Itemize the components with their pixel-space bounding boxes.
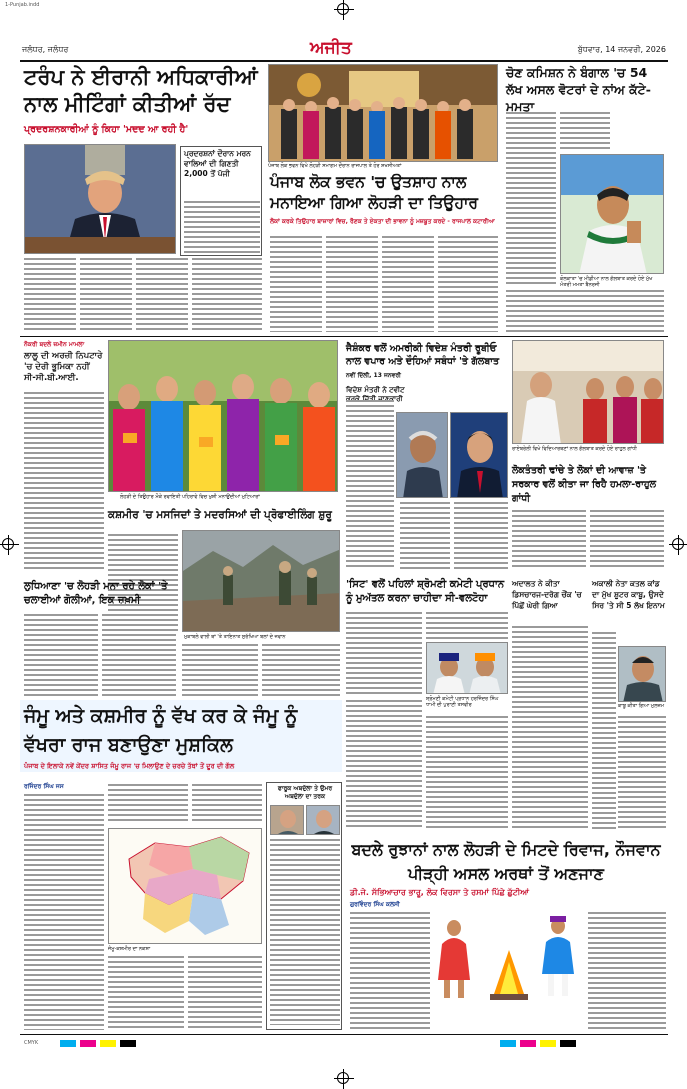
kashmir-caption: ਮੁਕਾਬਲੇ ਵਾਲੀ ਥਾਂ 'ਤੇ ਤਾਇਨਾਤ ਸੁਰੱਖਿਆ ਬਲਾਂ ਦੇ ਜਵਾਨ	[184, 634, 340, 640]
kashmir-mosque-headline: ਕਸ਼ਮੀਰ 'ਚ ਮਸਜਿਦਾਂ ਤੇ ਮਦਰਸਿਆਂ ਦੀ ਪ੍ਰੋਫਾਈਲਿੰਗ ਸ਼ੁਰੂ	[108, 509, 332, 521]
rahul-illustration	[513, 341, 664, 444]
gangster-illustration	[619, 647, 666, 702]
jk-subhead: ਪੰਜਾਬ ਦੇ ਇਲਾਕੇ ਨਵੇਂ ਕੇਂਦਰ ਸ਼ਾਸਿਤ ਜੰਮੂ ਰਾਜ 'ਚ ਮਿਲਾਉਣ ਦੇ ਚਰਚੇ ਤੱਥਾਂ ਤੋਂ ਦੂਰ ਦੀ ਗੱਲ	[24, 762, 235, 770]
lohri-feature-col2	[588, 912, 666, 1030]
gangster-col2	[618, 716, 666, 830]
sit-col2	[426, 612, 508, 640]
lohri-event-photo	[268, 64, 498, 162]
jaishankar-col3	[454, 502, 508, 570]
rubio-illustration	[451, 413, 508, 498]
crime-headline: ਅਦਾਲਤ ਨੇ ਕੀਤਾ ਡਿਸਚਾਰਜ-ਦਰੋਗ ਚੌਂਕ 'ਚ ਪਿੱਛੋਂ ਘੇਰੀ ਗਿਆ	[512, 579, 582, 610]
rahul-photo	[512, 340, 664, 444]
mamata-col3	[506, 290, 664, 332]
jk-map-caption: ਜੰਮੂ-ਕਸ਼ਮੀਰ ਦਾ ਨਕਸ਼ਾ	[108, 946, 262, 952]
swatch-yellow	[100, 1040, 116, 1047]
masthead-date: ਬੁੱਧਵਾਰ, 14 ਜਨਵਰੀ, 2026	[577, 45, 666, 54]
trump-headline: ਟਰੰਪ ਨੇ ਈਰਾਨੀ ਅਧਿਕਾਰੀਆਂ ਨਾਲ ਮੀਟਿੰਗਾਂ ਕੀਤੀਆਂ ਰੱਦ	[24, 65, 258, 116]
masthead-rule	[20, 60, 668, 62]
rahul-caption: ਰਾਏਬਰੇਲੀ ਵਿਖੇ ਵਿਦਿਆਰਥਣਾਂ ਨਾਲ ਗੱਲਬਾਤ ਕਰਦੇ ਹੋਏ ਰਾਹੁਲ ਗਾਂਧੀ	[512, 446, 664, 452]
registration-mark-bottom	[337, 1072, 349, 1084]
registration-mark-right	[672, 538, 684, 550]
lohri-feature-subhead: ਡੀ.ਜੇ. ਸੱਭਿਆਚਾਰ ਭਾਰੂ, ਲੋਕ ਵਿਰਸਾ ਤੇ ਰਸਮਾਂ ਪਿੱਛੇ ਛੁੱਟੀਆਂ	[350, 888, 529, 897]
jaishankar-headline: ਜੈਸ਼ੰਕਰ ਵਲੋਂ ਅਮਰੀਕੀ ਵਿਦੇਸ਼ ਮੰਤਰੀ ਰੂਬੀਓ ਨਾਲ ਵਪਾਰ ਅਤੇ ਦੌਹਿਆਂ ਸਬੰਧਾਂ 'ਤੇ ਗੱਲਬਾਤ	[346, 343, 500, 367]
sit-illustration	[427, 643, 508, 694]
farooq-illustration	[271, 806, 304, 835]
mamata-caption: ਕੋਲਕਾਤਾ 'ਚ ਮੀਡੀਆ ਨਾਲ ਗੱਲਬਾਤ ਕਰਦੇ ਹੋਏ ਮੁੱਖ ਮੰਤਰੀ ਮਮਤਾ ਬੈਨਰਜੀ	[560, 276, 664, 289]
swatch-yellow-2	[540, 1040, 556, 1047]
jk-col2	[108, 784, 188, 824]
farooq-photo	[270, 805, 304, 835]
trump-photo	[24, 144, 176, 254]
swatch-black-2	[560, 1040, 576, 1047]
jk-col4	[108, 956, 184, 1030]
kashmir-mosque-col2	[182, 644, 258, 698]
kashmir-photo	[182, 530, 340, 632]
gangster-caption: ਕਾਬੂ ਕੀਤਾ ਗਿਆ ਮੁਲਜ਼ਮ	[618, 703, 665, 709]
jk-headline: ਜੰਮੂ ਅਤੇ ਕਸ਼ਮੀਰ ਨੂੰ ਵੱਖ ਕਰ ਕੇ ਜੰਮੂ ਨੂੰ ਵੱਖਰਾ ਰਾਜ ਬਣਾਉਣਾ ਮੁਸ਼ਕਿਲ	[24, 705, 298, 756]
trump-col1	[24, 258, 76, 332]
jk-col1	[24, 794, 104, 1030]
jk-box-head: ਫਾਰੂਕ ਅਬਦੁੱਲਾ ਤੇ ਉਮਰ ਅਬਦੁੱਲਾ ਦਾ ਤਰਕ	[277, 785, 333, 800]
mamata-col1	[506, 112, 556, 284]
gangster-col	[592, 632, 616, 830]
lohri-feature-illustration	[434, 910, 584, 1006]
mamata-headline: ਚੋਣ ਕਮਿਸ਼ਨ ਨੇ ਬੰਗਾਲ 'ਚ 54 ਲੱਖ ਅਸਲ ਵੋਟਰਾਂ ਦੇ ਨਾਂਅ ਕੱਟੇ-ਮਮਤਾ	[506, 65, 651, 114]
swatch-cyan	[60, 1040, 76, 1047]
jaishankar-sub2: ਵਿਦੇਸ਼ ਮੰਤਰੀ ਨੇ ਟਵੀਟ ਕਰਕੇ ਦਿੱਤੀ ਜਾਣਕਾਰੀ	[346, 386, 405, 403]
ludhiana-col1	[24, 614, 98, 698]
sit-headline: 'ਸਿਟ' ਵਲੋਂ ਪਹਿਲਾਂ ਸ਼੍ਰੋਮਣੀ ਕਮੇਟੀ ਪ੍ਰਧਾਨ ਨੂੰ ਮੁਅੱਤਲ ਕਰਨਾ ਚਾਹੀਦਾ ਸੀ-ਵਲਟੋਹਾ	[346, 579, 505, 604]
lalu-text	[24, 392, 104, 572]
lohri-event-caption: ਪੰਜਾਬ ਲੋਕ ਭਵਨ ਵਿਖੇ ਲੋਹੜੀ ਸਮਾਗਮ ਦੌਰਾਨ ਰਾਜਪਾਲ ਤੇ ਹੋਰ ਸ਼ਖਸੀਅਤਾਂ	[268, 163, 498, 169]
rahul-col1	[512, 510, 586, 570]
jaishankar-illustration	[397, 413, 448, 498]
jk-map	[108, 828, 262, 944]
trump-sidebar-text	[184, 201, 260, 253]
gangster-headline: ਅਕਾਲੀ ਨੇਤਾ ਕਤਲ ਕਾਂਡ ਦਾ ਮੁੱਖ ਸ਼ੂਟਰ ਕਾਬੂ, ਉਸਦੇ ਸਿਰ 'ਤੇ ਸੀ 5 ਲੱਖ ਇਨਾਮ	[592, 579, 665, 610]
jaishankar-photo	[396, 412, 448, 498]
masthead-left: ਜਲੰਧਰ, ਜਲੰਧਰ	[22, 45, 69, 54]
rubio-photo	[450, 412, 508, 498]
lohri-feature-byline: ਗੁਰਵਿੰਦਰ ਸਿੰਘ ਕਲਸੀ	[350, 901, 400, 908]
jaishankar-col1	[346, 400, 394, 570]
jk-byline: ਰਜਿੰਦਰ ਸਿੰਘ ਜਸ	[24, 783, 64, 790]
lalu-tag: ਨੌਕਰੀ ਬਦਲੇ ਜ਼ਮੀਨ ਮਾਮਲਾ	[24, 341, 85, 348]
footer-cmyk: CMYK	[24, 1040, 39, 1046]
gangster-photo	[618, 646, 666, 702]
print-slug: 1-Punjab.indd	[5, 2, 40, 8]
trump-sidebar	[180, 146, 262, 256]
bottom-rule	[20, 1034, 668, 1035]
mamata-photo	[560, 154, 664, 274]
bonfire-dancers-illustration	[434, 910, 584, 1006]
registration-mark-top	[337, 3, 349, 15]
mamata-illustration	[561, 155, 664, 274]
lalu-headline: ਲਾਲੂ ਦੀ ਅਰਜ਼ੀ ਨਿਪਟਾਰੇ 'ਚ ਦੇਰੀ ਭੂਮਿਕਾ ਨਹੀਂ ਸੀ-ਸੀ.ਬੀ.ਆਈ.	[24, 351, 103, 383]
lohri-event-col4	[438, 236, 498, 332]
ludhiana-col2	[102, 614, 176, 698]
omar-illustration	[307, 806, 340, 835]
swatch-magenta	[80, 1040, 96, 1047]
trump-sidebar-head: ਪ੍ਰਦਰਸ਼ਨਾਂ ਦੌਰਾਨ ਮਰਨ ਵਾਲਿਆਂ ਦੀ ਗਿਣਤੀ 2,000 ਤੋਂ ਪੱਜੀ	[184, 149, 251, 178]
masthead	[20, 38, 668, 60]
lohri-event-headline: ਪੰਜਾਬ ਲੋਕ ਭਵਨ 'ਚ ਉਤਸ਼ਾਹ ਨਾਲ ਮਨਾਇਆ ਗਿਆ ਲੋਹੜੀ ਦਾ ਤਿਉਹਾਰ	[270, 173, 479, 212]
jk-box-text	[270, 839, 340, 1025]
lohri-event-col1	[270, 236, 322, 332]
festival-caption: ਲੋਹੜੀ ਦੇ ਤਿਉਹਾਰ ਮੌਕੇ ਰਵਾਇਤੀ ਪਹਿਰਾਵੇ ਵਿਚ ਖੁਸ਼ੀ ਮਨਾਉਂਦੀਆਂ ਮੁਟਿਆਰਾਂ	[120, 494, 340, 500]
color-bar	[60, 1040, 620, 1048]
mamata-col2	[560, 112, 610, 152]
trump-illustration	[25, 145, 176, 254]
sit-caption: ਸ਼੍ਰੋਮਣੀ ਕਮੇਟੀ ਪ੍ਰਧਾਨ ਹਰਜਿੰਦਰ ਸਿੰਘ ਧਾਮੀ ਦੀ ਪੁਰਾਣੀ ਤਸਵੀਰ	[426, 696, 508, 709]
lohri-event-subhead: ਲੋਕਾਂ ਕਰਕੇ ਤਿਉਹਾਰ ਬਾਜ਼ਾਰਾਂ ਵਿਚ, ਰੌਣਕ ਤੇ ਏਕਤਾ ਦੀ ਭਾਵਨਾ ਨੂੰ ਮਜ਼ਬੂਤ ਕਰਦੇ - ਰਾਜਪਾਲ ਕਟਾਰੀਆ	[270, 218, 495, 225]
omar-photo	[306, 805, 340, 835]
rahul-col2	[590, 510, 664, 570]
lohri-event-col3	[382, 236, 434, 332]
registration-mark-left	[2, 538, 14, 550]
swatch-black	[120, 1040, 136, 1047]
lohri-feature-headline: ਬਦਲੇ ਰੁਝਾਨਾਂ ਨਾਲ ਲੋਹੜੀ ਦੇ ਮਿਟਦੇ ਰਿਵਾਜ, ਨੌਜਵਾਨ ਪੀੜ੍ਹੀ ਅਸਲ ਅਰਥਾਂ ਤੋਂ ਅਣਜਾਣ	[351, 840, 661, 883]
kashmir-illustration	[183, 531, 340, 632]
jk-col5	[188, 956, 262, 1030]
masthead-title: ਅਜੀਤ	[310, 38, 352, 58]
trump-subhead: ਪ੍ਰਦਰਸ਼ਨਕਾਰੀਆਂ ਨੂੰ ਕਿਹਾ 'ਮਦਦ ਆ ਰਹੀ ਹੈ'	[24, 124, 189, 135]
jk-box	[266, 782, 342, 1030]
swatch-cyan-2	[500, 1040, 516, 1047]
trump-col4	[192, 258, 262, 332]
jk-col3	[192, 784, 262, 824]
rahul-headline: ਲੋਕਤੰਤਰੀ ਢਾਂਚੇ ਤੇ ਲੋਕਾਂ ਦੀ ਆਵਾਜ਼ 'ਤੇ ਸਰਕਾਰ ਵਲੋਂ ਕੀਤਾ ਜਾ ਰਿਹੈ ਹਮਲਾ-ਰਾਹੁਲ ਗਾਂਧੀ	[512, 465, 657, 504]
sit-col4	[426, 716, 508, 830]
swatch-magenta-2	[520, 1040, 536, 1047]
jaishankar-col2	[400, 502, 450, 570]
sit-photo	[426, 642, 508, 694]
kashmir-mosque-col3	[262, 644, 340, 698]
ludhiana-headline: ਲੁਧਿਆਣਾ 'ਚ ਲੋਹੜੀ ਮਨਾ ਰਹੇ ਲੋਕਾਂ 'ਤੇ ਚਲਾਈਆਂ ਗੋਲੀਆਂ, ਇਕ ਜ਼ਖ਼ਮੀ	[24, 581, 168, 606]
lohri-feature-col1	[350, 912, 430, 1030]
crime-col	[512, 626, 588, 830]
festival-photo	[108, 340, 338, 492]
trump-col2	[80, 258, 132, 332]
lohri-event-col2	[326, 236, 378, 332]
sit-col3	[346, 700, 422, 830]
lohri-event-illustration	[269, 65, 498, 162]
sit-col1	[346, 612, 422, 694]
trump-col3	[136, 258, 188, 332]
row1-rule	[20, 336, 668, 337]
festival-illustration	[109, 341, 338, 492]
jk-map-illustration	[109, 829, 262, 944]
jaishankar-sub1: ਨਵੀਂ ਦਿੱਲੀ, 13 ਜਨਵਰੀ	[346, 372, 401, 379]
